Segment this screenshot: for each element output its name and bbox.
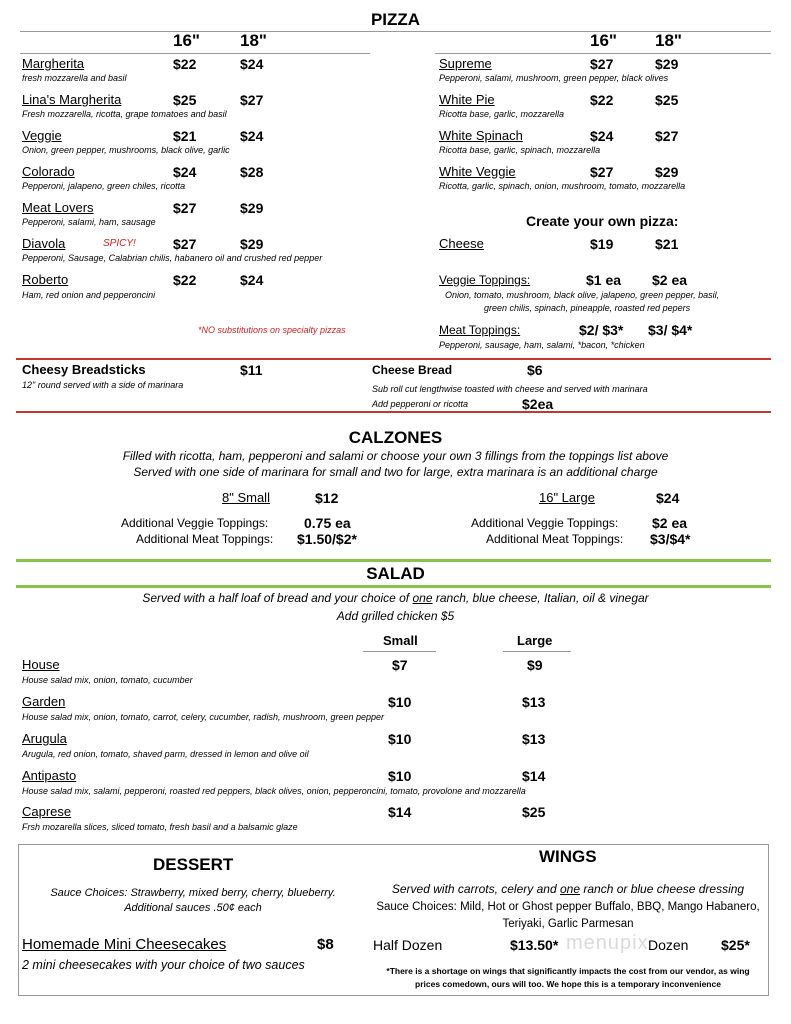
salad-price-small: $10 [388, 768, 412, 784]
veggie-toppings-price-18: $2 ea [652, 272, 688, 288]
calzone-small-meat-price: $1.50/$2* [297, 531, 357, 547]
calzone-large-label: 16" Large [539, 490, 595, 505]
pizza-name: Meat Lovers [22, 200, 94, 215]
pizza-name: Lina's Margherita [22, 92, 122, 107]
meat-toppings-desc: Pepperoni, sausage, ham, salami, *bacon, *chicken [439, 340, 645, 350]
pizza-title: PIZZA [370, 10, 421, 29]
wings-line-1-b: ranch or blue cheese dressing [583, 882, 745, 896]
wings-sauce-2: Teriyaki, Garlic Parmesan [502, 918, 634, 930]
pizza-name: Supreme [439, 56, 492, 71]
pizza-desc: Onion, green pepper, mushrooms, black olive, garlic [22, 145, 230, 155]
dessert-title: DESSERT [153, 855, 234, 874]
spicy-tag: SPICY! [103, 238, 136, 249]
salad-desc: Arugula, red onion, tomato, shaved parm, dressed in lemon and olive oil [22, 749, 309, 759]
price-16: $22 [173, 272, 197, 288]
wings-line-1 [368, 882, 768, 896]
pizza-name: Cheese [439, 236, 484, 251]
salad-price-small: $7 [392, 657, 408, 673]
pizza-name: Roberto [22, 272, 69, 287]
salad-price-small: $10 [388, 731, 412, 747]
pizza-name: Margherita [22, 56, 85, 71]
pizza-desc: Ricotta, garlic, spinach, onion, mushroom, tomato, mozzarella [439, 181, 686, 191]
price-18: $29 [655, 164, 679, 180]
dessert-item-price: $8 [317, 936, 334, 953]
price-16: $22 [590, 92, 614, 108]
create-your-own-title: Create your own pizza: [526, 213, 679, 229]
size-16-header-left: 16" [173, 31, 200, 50]
salad-line-1-b: ranch, blue cheese, Italian, oil & vinegar [435, 591, 649, 605]
pizza-name: Diavola [22, 236, 66, 251]
no-substitutions-note: *NO substitutions on specialty pizzas [198, 325, 346, 335]
pizza-desc: Ricotta base, garlic, spinach, mozzarella [439, 145, 601, 155]
dessert-sauce-2: Additional sauces .50¢ each [124, 902, 262, 914]
pizza-desc: Pepperoni, Sausage, Calabrian chilis, habanero oil and crushed red pepper [22, 253, 323, 263]
meat-toppings-price-16: $2/ $3* [579, 322, 624, 338]
salad-price-large: $25 [522, 804, 546, 820]
salad-price-large: $14 [522, 768, 546, 784]
salad-desc: House salad mix, onion, tomato, cucumber [22, 675, 193, 685]
price-16: $22 [173, 56, 197, 72]
veggie-toppings-label: Veggie Toppings: [439, 273, 531, 287]
salad-name: Garden [22, 694, 66, 709]
pizza-name: White Veggie [439, 164, 516, 179]
salad-desc: House salad mix, salami, pepperoni, roasted red peppers, black olives, onion, pepperoncini, tomato, provolone and mozzarella [22, 786, 526, 796]
menupix-watermark: menupix [566, 932, 649, 954]
green-divider-top [16, 559, 771, 562]
wings-dozen-label: Dozen [648, 937, 689, 953]
pizza-desc: Pepperoni, salami, mushroom, green pepper, black olives [439, 73, 669, 83]
wings-sauce-1: Sauce Choices: Mild, Hot or Ghost pepper Buffalo, BBQ, Mango Habanero, [376, 901, 760, 913]
breadsticks-name: Cheesy Breadsticks [22, 362, 146, 377]
salad-col-small-rule [363, 651, 436, 652]
cheese-bread-addon: Add pepperoni or ricotta [372, 399, 469, 409]
dessert-sauce-1: Sauce Choices: Strawberry, mixed berry, cherry, blueberry. [50, 887, 336, 899]
wings-half-dozen-price: $13.50* [510, 937, 559, 953]
salad-price-large: $13 [522, 731, 546, 747]
calzone-small-label: 8" Small [222, 490, 270, 505]
calzones-line-2: Served with one side of marinara for small and two for large, extra marinara is an additional charge [133, 465, 658, 479]
price-18: $29 [655, 56, 679, 72]
price-16: $19 [590, 236, 614, 252]
calzone-large-veg-label: Additional Veggie Toppings: [471, 516, 619, 530]
right-header-rule [435, 53, 771, 54]
pizza-name: Colorado [22, 164, 75, 179]
wings-line-1-one: one [559, 882, 580, 896]
pizza-desc: Pepperoni, salami, ham, sausage [22, 217, 156, 227]
price-16: $27 [590, 56, 614, 72]
price-18: $29 [240, 236, 264, 252]
cheese-bread-addon-price: $2ea [522, 396, 554, 412]
salad-desc: House salad mix, onion, tomato, carrot, celery, cucumber, radish, mushroom, green pepper [22, 712, 385, 722]
calzone-large-meat-price: $3/$4* [650, 531, 691, 547]
price-18: $24 [240, 128, 264, 144]
left-header-rule [20, 53, 370, 54]
price-16: $27 [173, 236, 197, 252]
calzone-large-meat-label: Additional Meat Toppings: [486, 532, 624, 546]
pizza-desc: Ricotta base, garlic, mozzarella [439, 109, 565, 119]
salad-col-large-rule [503, 651, 571, 652]
salad-price-small: $14 [388, 804, 412, 820]
salad-title: SALAD [366, 564, 425, 583]
price-18: $24 [240, 56, 264, 72]
calzone-small-meat-label: Additional Meat Toppings: [136, 532, 274, 546]
salad-col-large: Large [517, 633, 553, 648]
price-18: $24 [240, 272, 264, 288]
price-18: $28 [240, 164, 264, 180]
red-divider-bottom [16, 411, 771, 413]
calzones-title: CALZONES [348, 428, 443, 447]
green-divider-bottom [16, 585, 771, 588]
salad-name: Caprese [22, 804, 72, 819]
wings-dozen-price: $25* [721, 937, 750, 953]
price-16: $24 [173, 164, 197, 180]
pizza-desc: Fresh mozzarella, ricotta, grape tomatoes and basil [22, 109, 227, 119]
calzone-small-price: $12 [315, 490, 339, 506]
price-16: $27 [173, 200, 197, 216]
calzone-small-veg-price: 0.75 ea [304, 515, 351, 531]
cheese-bread-name: Cheese Bread [372, 363, 453, 377]
breadsticks-price: $11 [240, 362, 263, 378]
wings-note-2: prices comedown, ours will too. We hope this is a temporary inconvenience [415, 979, 721, 989]
salad-line-2: Add grilled chicken $5 [336, 609, 455, 623]
meat-toppings-price-18: $3/ $4* [648, 322, 693, 338]
breadsticks-desc: 12" round served with a side of marinara [22, 380, 184, 390]
meat-toppings-label: Meat Toppings: [439, 323, 521, 337]
salad-col-small: Small [383, 633, 418, 648]
pizza-name: White Pie [439, 92, 495, 107]
dessert-item-desc: 2 mini cheesecakes with your choice of two sauces [22, 958, 305, 972]
veggie-toppings-desc-1: Onion, tomato, mushroom, black olive, jalapeno, green pepper, basil, [445, 290, 720, 300]
price-18: $21 [655, 236, 679, 252]
size-18-header-left: 18" [240, 31, 267, 50]
price-16: $27 [590, 164, 614, 180]
price-16: $25 [173, 92, 197, 108]
pizza-name: Veggie [22, 128, 62, 143]
salad-price-small: $10 [388, 694, 412, 710]
salad-line-1 [0, 591, 791, 605]
pizza-desc: Pepperoni, jalapeno, green chiles, ricotta [22, 181, 186, 191]
red-divider-top [16, 358, 771, 360]
salad-desc: Frsh mozarella slices, sliced tomato, fresh basil and a balsamic glaze [22, 822, 298, 832]
pizza-desc: fresh mozzarella and basil [22, 73, 127, 83]
price-18: $29 [240, 200, 264, 216]
cheese-bread-desc: Sub roll cut lengthwise toasted with cheese and served with marinara [372, 384, 648, 394]
cheese-bread-price: $6 [527, 362, 543, 378]
salad-name: House [22, 657, 60, 672]
size-16-header-right: 16" [590, 31, 617, 50]
dessert-item-name: Homemade Mini Cheesecakes [22, 936, 227, 953]
price-18: $25 [655, 92, 679, 108]
wings-line-1-a: Served with carrots, celery and [391, 882, 557, 896]
salad-price-large: $13 [522, 694, 546, 710]
veggie-toppings-price-16: $1 ea [586, 272, 622, 288]
pizza-name: White Spinach [439, 128, 523, 143]
calzone-small-veg-label: Additional Veggie Toppings: [121, 516, 269, 530]
price-16: $24 [590, 128, 614, 144]
salad-name: Antipasto [22, 768, 77, 783]
price-18: $27 [240, 92, 264, 108]
salad-name: Arugula [22, 731, 67, 746]
price-18: $27 [655, 128, 679, 144]
price-16: $21 [173, 128, 197, 144]
wings-title: WINGS [539, 847, 597, 866]
veggie-toppings-desc-2: green chilis, spinach, pineapple, roasted red pepers [484, 303, 691, 313]
calzone-large-veg-price: $2 ea [652, 515, 688, 531]
calzone-large-price: $24 [656, 490, 680, 506]
calzones-line-1: Filled with ricotta, ham, pepperoni and salami or choose your own 3 fillings from the toppings list above [122, 449, 669, 463]
wings-half-dozen-label: Half Dozen [373, 937, 443, 953]
wings-note-1: *There is a shortage on wings that significantly impacts the cost from our vendor, as wing [386, 966, 750, 976]
pizza-desc: Ham, red onion and pepperoncini [22, 290, 156, 300]
salad-line-1-a: Served with a half loaf of bread and your choice of [142, 591, 410, 605]
salad-price-large: $9 [527, 657, 543, 673]
size-18-header-right: 18" [655, 31, 682, 50]
salad-line-1-one: one [412, 591, 433, 605]
